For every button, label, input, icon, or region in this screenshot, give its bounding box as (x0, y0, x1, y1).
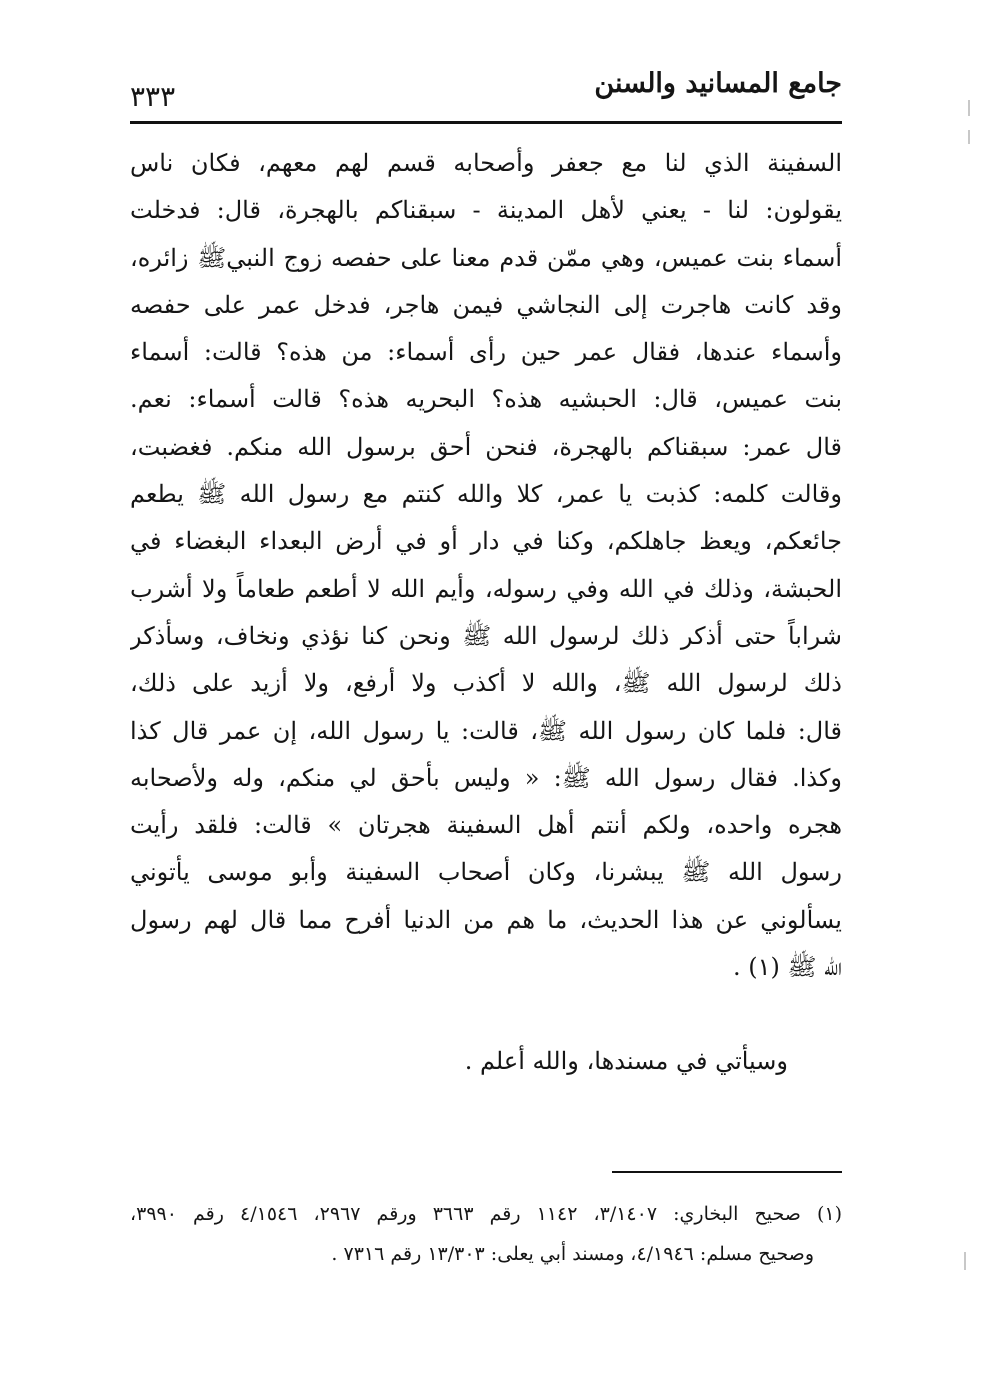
text-line: أسماء بنت عميس، وهي ممّن قدم معنا على حفصه زوج النبيﷺ زائره، (130, 243, 842, 272)
text-line: شراباً حتى أذكر ذلك لرسول الله ﷺ ونحن كنا نؤذي ونخاف، وسأذكر (130, 621, 842, 650)
text-line: وقد كانت هاجرت إلى النجاشي فيمن هاجر، فدخل عمر على حفصه (130, 290, 842, 319)
page-header (130, 62, 842, 112)
main-text (130, 140, 842, 991)
scan-margin-mark (968, 130, 970, 144)
text-line: يسألوني عن هذا الحديث، ما هم من الدنيا أفرح مما قال لهم رسول (130, 905, 842, 934)
text-line: قال: فلما كان رسول الله ﷺ، قالت: يا رسول الله، إن عمر قال كذا (130, 716, 842, 745)
closing-sentence: وسيأتي في مسندها، والله أعلم . (464, 1047, 788, 1075)
page-number: ٣٣٣ (130, 80, 176, 113)
text-line-last: الله ﷺ (١) . (732, 953, 842, 982)
footnotes (130, 1194, 842, 1274)
header-rule (130, 121, 842, 124)
text-line: هجره واحده، ولكم أنتم أهل السفينة هجرتان » قالت: فلقد رأيت (130, 811, 842, 840)
text-line: قال عمر: سبقناكم بالهجرة، فنحن أحق برسول الله منكم. فغضبت، (130, 432, 842, 461)
text-line: الحبشة، وذلك في الله وفي رسوله، وأيم الله لا أطعم طعاماً ولا أشرب (130, 574, 842, 603)
text-line: وقالت كلمه: كذبت يا عمر، كلا والله كنتم مع رسول الله ﷺ يطعم (130, 480, 842, 509)
footnote-line: وصحيح مسلم: ٤/١٩٤٦، ومسند أبي يعلى: ١٣/٣٠٣ رقم ٧٣١٦ . (331, 1243, 814, 1265)
footnote-rule (612, 1171, 842, 1173)
running-title: جامع المسانيد والسنن (594, 68, 842, 99)
scan-margin-mark (964, 1252, 966, 1270)
text-line: بنت عميس، قال: الحبشيه هذه؟ البحريه هذه؟ قالت أسماء: نعم. (130, 385, 842, 414)
text-line: وأسماء عندها، فقال عمر حين رأى أسماء: من هذه؟ قالت: أسماء (130, 338, 842, 367)
footnote-line: (١) صحيح البخاري: ٣/١٤٠٧، ١١٤٢ رقم ٣٦٦٣ ورقم ٢٩٦٧، ٤/١٥٤٦ رقم ٣٩٩٠، (130, 1203, 842, 1225)
scan-margin-mark (968, 100, 970, 116)
text-line: يقولون: لنا - يعني لأهل المدينة - سبقناكم بالهجرة، قال: فدخلت (130, 196, 842, 225)
text-line: السفينة الذي لنا مع جعفر وأصحابه قسم لهم معهم، فكان ناس (130, 149, 842, 177)
text-line: رسول الله ﷺ يبشرنا، وكان أصحاب السفينة وأبو موسى يأتوني (130, 858, 842, 887)
text-line: ذلك لرسول الله ﷺ، والله لا أكذب ولا أرفع، ولا أزيد على ذلك، (130, 669, 842, 698)
text-line: وكذا. فقال رسول الله ﷺ: « وليس بأحق لي منكم، وله ولأصحابه (130, 763, 842, 792)
text-line: جائعكم، ويعظ جاهلكم، وكنا في دار أو في أرض البعداء البغضاء في (130, 527, 842, 556)
